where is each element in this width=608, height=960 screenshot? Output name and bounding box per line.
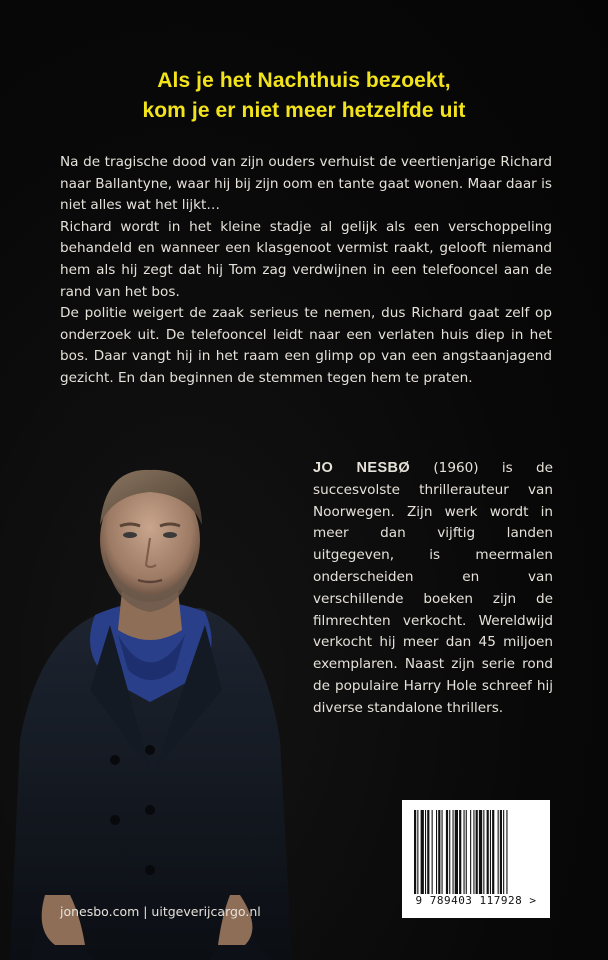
- isbn-barcode: [402, 800, 550, 918]
- blurb-paragraph-2: Richard wordt in het kleine stadje al gelijk als een verschoppeling behandeld en wanneer een klasgenoot vermist raakt, gelooft niemand hem als hij zegt dat hij Tom zag verdwijnen in een telefooncel aan de rand van het bos.: [60, 218, 552, 300]
- tagline-line-2: kom je er niet meer hetzelfde uit: [142, 99, 466, 122]
- author-bio: [313, 458, 553, 720]
- blurb-paragraph-3: De politie weigert de zaak serieus te nemen, dus Richard gaat zelf op onderzoek uit. De telefooncel leidt naar een verlaten huis diep in het bos. Daar vangt hij in het raam een glimp op van een angstaanjagend gezicht. En dan beginnen de stemmen tegen hem te praten.: [60, 305, 552, 386]
- tagline-line-1: Als je het Nachthuis bezoekt,: [157, 69, 451, 92]
- author-photo: [0, 440, 300, 960]
- author-bio-text: (1960) is de succesvolste thrillerauteur van Noorwegen. Zijn werk wordt in meer dan vijftig landen uitgegeven, is meermalen onderscheiden en van verschillende boeken zijn de filmrechten verkocht. Wereldwijd verkocht hij meer dan 45 miljoen exemplaren. Naast zijn serie rond de populaire Harry Hole schreef hij diverse standalone thrillers.: [313, 460, 553, 716]
- tagline: [0, 66, 608, 126]
- barcode-bars: [414, 810, 538, 894]
- blurb: [60, 152, 552, 390]
- website-links: jonesbo.com | uitgeverijcargo.nl: [60, 904, 261, 919]
- isbn-number: 9 789403 117928 >: [415, 894, 537, 907]
- author-name: JO NESBØ: [313, 460, 411, 476]
- blurb-paragraph-1: Na de tragische dood van zijn ouders verhuist de veertienjarige Richard naar Ballantyne, waar hij bij zijn oom en tante gaat wonen. Maar daar is niet alles wat het lijkt…: [60, 154, 552, 214]
